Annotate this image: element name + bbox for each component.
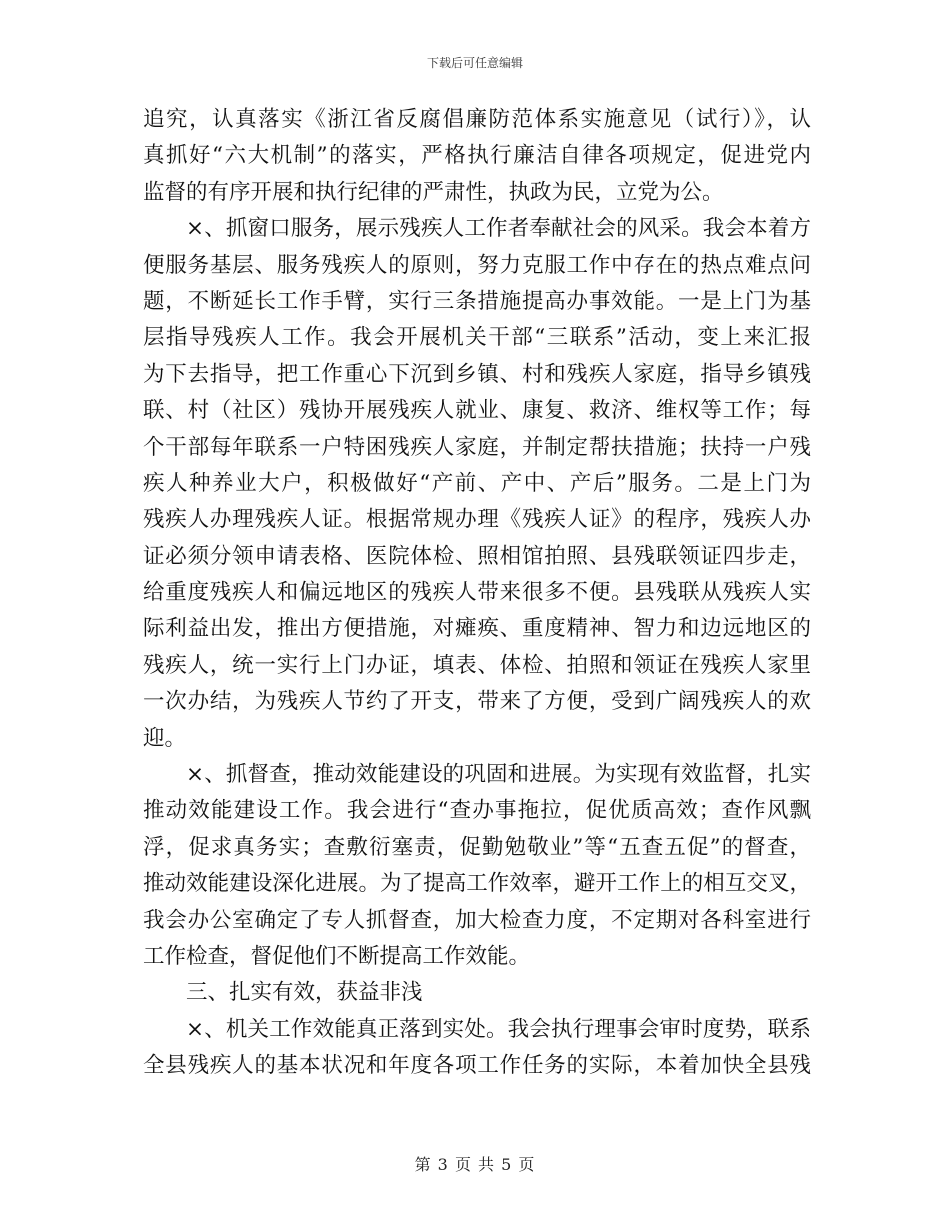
text-line: 监督的有序开展和执行纪律的严肃性，执政为民，立党为公。 — [143, 179, 724, 205]
text-line: 残疾人办理残疾人证。根据常规办理《残疾人证》的程序，残疾人办 — [143, 507, 811, 533]
text-line: 联、村（社区）残协开展残疾人就业、康复、救济、维权等工作；每 — [143, 398, 811, 424]
text-line: 疾人种养业大户，积极做好“产前、产中、产后”服务。二是上门为 — [143, 470, 811, 496]
text-line: 题，不断延长工作手臂，实行三条措施提高办事效能。一是上门为基 — [143, 288, 811, 314]
text-line: 浮，促求真务实；查敷衍塞责，促勤勉敬业”等“五查五促”的督查， — [143, 834, 811, 860]
document-body — [143, 102, 811, 1085]
text-line: 残疾人，统一实行上门办证，填表、体检、拍照和领证在残疾人家里 — [143, 652, 811, 678]
page-header: 下载后可任意编辑 — [426, 56, 523, 70]
text-line: 给重度残疾人和偏远地区的残疾人带来很多不便。县残联从残疾人实 — [143, 580, 811, 606]
text-line: 层指导残疾人工作。我会开展机关干部“三联系”活动，变上来汇报 — [143, 325, 811, 351]
text-line: ×、抓督查，推动效能建设的巩固和进展。为实现有效监督，扎实 — [186, 762, 811, 788]
text-line: 全县残疾人的基本状况和年度各项工作任务的实际，本着加快全县残 — [143, 1053, 811, 1079]
text-line: 际利益出发，推出方便措施，对瘫痪、重度精神、智力和边远地区的 — [143, 616, 811, 642]
text-line: 证必须分领申请表格、医院体检、照相馆拍照、县残联领证四步走， — [143, 543, 811, 569]
text-line: 一次办结，为残疾人节约了开支，带来了方便，受到广阔残疾人的欢 — [143, 689, 811, 715]
text-line: 为下去指导，把工作重心下沉到乡镇、村和残疾人家庭，指导乡镇残 — [143, 361, 811, 387]
text-line: 推动效能建设工作。我会进行“查办事拖拉，促优质高效；查作风飘 — [143, 798, 811, 824]
text-line: 工作检查，督促他们不断提高工作效能。 — [143, 943, 531, 969]
text-line: 我会办公室确定了专人抓督查，加大检查力度，不定期对各科室进行 — [143, 907, 811, 933]
text-line: 迎。 — [143, 725, 187, 751]
text-line: 追究，认真落实《浙江省反腐倡廉防范体系实施意见（试行）》，认 — [143, 107, 811, 132]
text-line: 推动效能建设深化进展。为了提高工作效率，避开工作上的相互交叉， — [143, 871, 811, 897]
page-number-footer: 第 3 页 共 5 页 — [414, 1155, 536, 1174]
text-line: ×、抓窗口服务，展示残疾人工作者奉献社会的风采。我会本着方 — [186, 216, 811, 242]
text-line: 个干部每年联系一户特困残疾人家庭，并制定帮扶措施；扶持一户残 — [143, 434, 811, 460]
text-line: ×、机关工作效能真正落到实处。我会执行理事会审时度势，联系 — [186, 1016, 811, 1042]
text-line: 三、扎实有效，获益非浅 — [186, 980, 423, 1006]
text-line: 真抓好“六大机制”的落实，严格执行廉洁自律各项规定，促进党内 — [143, 143, 811, 169]
text-line: 便服务基层、服务残疾人的原则，努力克服工作中存在的热点难点问 — [143, 252, 811, 278]
